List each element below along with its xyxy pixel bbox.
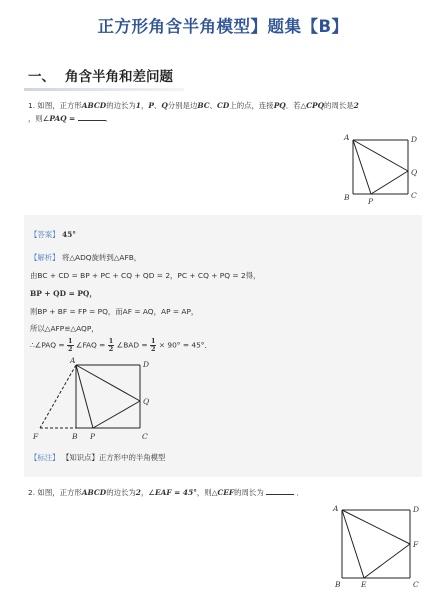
analysis-line-6: ∴∠PAQ = $\frac{1}{2}$ ∠FAQ = $\frac{1}{2}$ ∠BAD = $\frac{1}{2}$ × 90° = 45°． [30,337,212,353]
svg-text:A: A [70,356,76,365]
analysis-line-4: 则BP + BF = FP = PQ，而AF = AQ，AP = AP， [30,307,199,316]
question-1-figure [340,130,425,208]
analysis-line-5: 所以△AFP≌△AQP， [30,324,99,333]
analysis-tag: 【解析】 [30,253,60,262]
question-1-text: 1. 如图，正方形ABCD的边长为1，P、Q分别是边BC、CD上的点，连接PQ．若△CPQ的周长是2 ，则∠PAQ = ． [28,101,359,123]
svg-text:A: A [333,504,339,513]
label-Q: Q [411,168,418,177]
analysis-line-3: BP + QD = PQ， [30,289,97,298]
svg-text:E: E [361,580,367,589]
answer-blank [78,112,106,121]
section-number: 一、 [28,69,55,85]
section-heading [28,65,173,85]
label-P: P [368,197,374,206]
analysis-line-2: 由BC + CD = BP + PC + CQ + QD = 2，PC + CQ + PQ = 2得， [30,271,261,280]
svg-text:F: F [413,540,419,549]
label-C: C [411,191,417,200]
svg-text:B: B [72,432,78,441]
section-underline [24,88,184,91]
svg-text:B: B [335,580,341,589]
svg-text:F: F [33,432,39,441]
answer-blank-2 [266,486,294,495]
svg-text:D: D [413,505,420,514]
label-B: B [344,193,350,202]
answer-panel [24,215,422,477]
note-text: 【知识点】正方形中的半角模型 [61,453,166,462]
svg-text:P: P [90,432,96,441]
analysis-figure [30,355,170,443]
analysis-line-1: 将△ADQ旋转到△AFB， [61,253,142,262]
svg-text:C: C [142,432,148,441]
note-tag: 【标注】 [30,453,60,462]
label-A: A [344,133,350,142]
answer-tag: 【答案】 [30,230,60,239]
svg-text:D: D [143,360,150,369]
label-D: D [411,135,418,144]
question-1-number: 1. [28,101,36,110]
svg-text:C: C [413,580,419,589]
question-2-number: 2. [28,488,36,497]
svg-text:Q: Q [143,397,150,406]
document-title: 正方形角含半角模型】题集【B】 [97,17,349,36]
answer-value: 45° [61,230,76,239]
question-2-figure [330,500,430,595]
question-2-text: 2. 如图，正方形ABCD的边长为2，∠EAF = 45°，则△CEF的周长为 ． [28,488,304,497]
section-label: 角含半角和差问题 [65,69,173,85]
